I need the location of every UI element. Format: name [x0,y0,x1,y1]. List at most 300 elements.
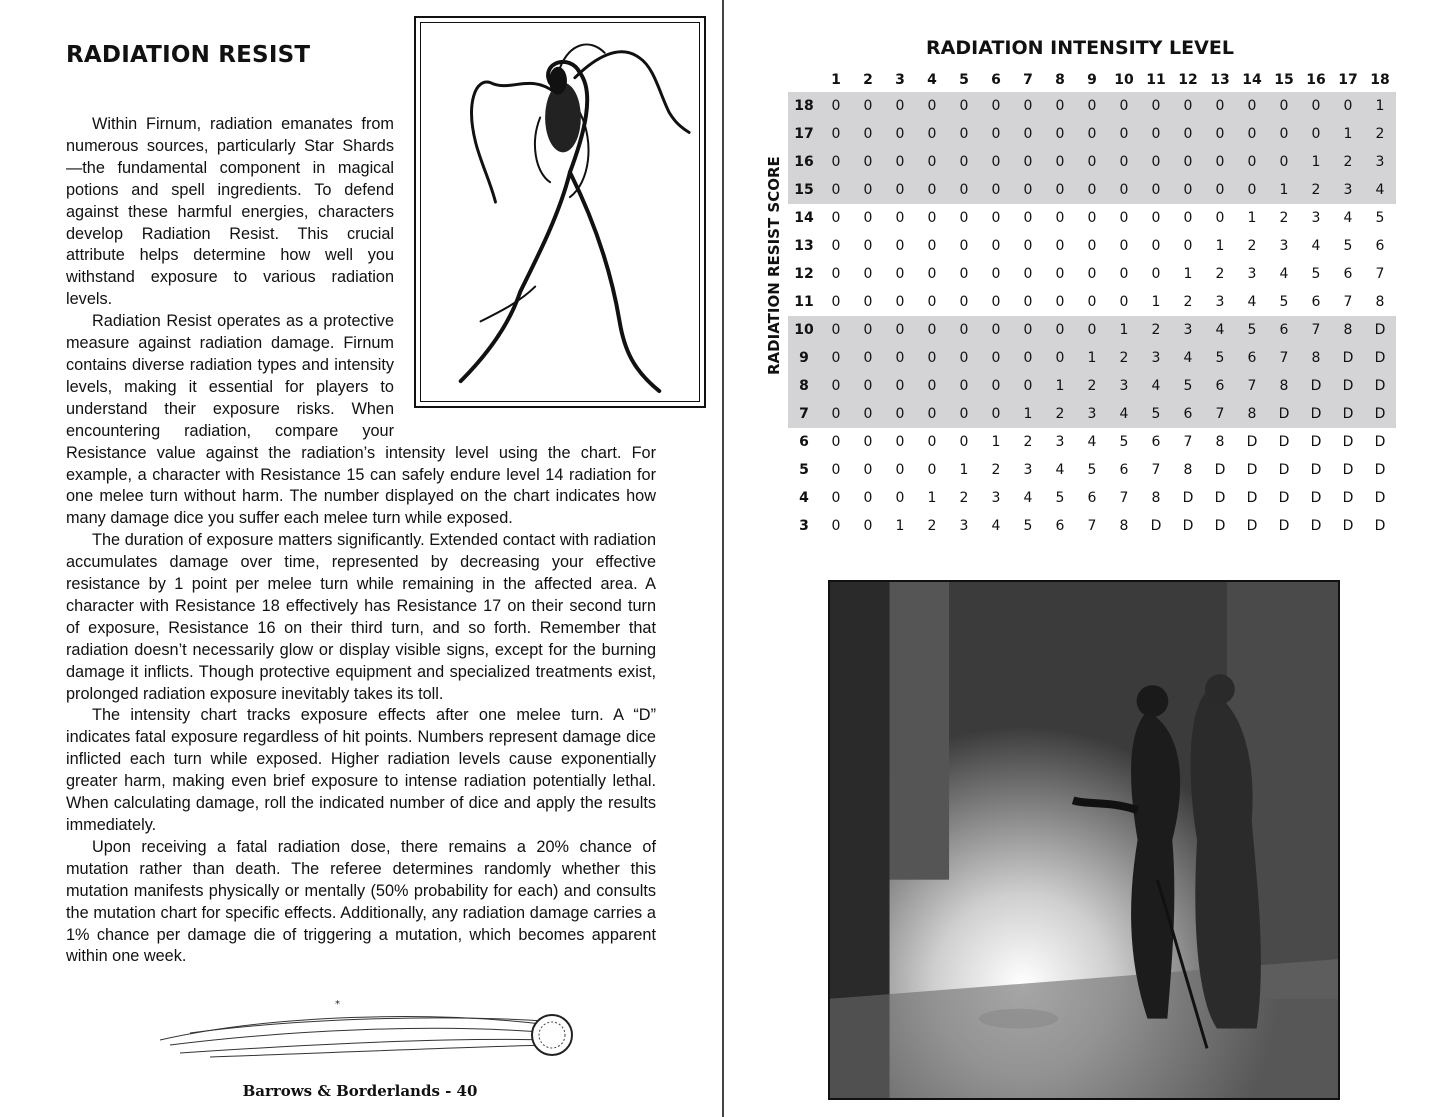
table-cell: D [1300,372,1332,400]
table-cell: 7 [1375,266,1385,282]
table-cell: 8 [1332,316,1364,344]
table-cell: 1 [895,518,905,534]
table-cell: D [1246,518,1258,534]
table-cell: 3 [1108,372,1140,400]
table-cell: 0 [1076,316,1108,344]
table-cell: D [1310,490,1322,506]
table-cell: 0 [820,120,852,148]
table-cell: 0 [1012,148,1044,176]
table-cell: 0 [884,120,916,148]
table-cell: 2 [991,462,1001,478]
table-row [788,232,1396,260]
table-cell: 0 [1119,294,1129,310]
table-cell: 0 [831,238,841,254]
table-cell: 0 [980,344,1012,372]
table-cell: 4 [1055,462,1065,478]
table-cell: 0 [927,462,937,478]
table-cell: 0 [1076,120,1108,148]
table-cell: 1 [1151,294,1161,310]
corner-cell [788,68,820,92]
table-cell: 0 [1140,120,1172,148]
table-cell: 6 [1055,518,1065,534]
table-cell: 0 [820,148,852,176]
table-cell: 3 [1215,294,1225,310]
column-header: 14 [1242,72,1262,88]
table-cell: D [1374,490,1386,506]
paragraph-4: The intensity chart tracks exposure effects after one melee turn. A “D” indicates fatal exposure regardless of hit points. Numbers represent damage dice inflicted each turn while exposed. Higher radiation levels cause exponentially greater harm, making even brief exposure to intense radiation potentially lethal. When calculating damage, roll the indicated number of dice and apply the results immediately. [66,706,656,834]
table-cell: D [1278,462,1290,478]
table-cell: 5 [1172,372,1204,400]
table-cell: D [1332,400,1364,428]
table-cell: 0 [863,490,873,506]
row-header: 17 [788,120,820,148]
table-cell: 0 [884,372,916,400]
table-cell: D [1278,434,1290,450]
table-cell: 6 [1087,490,1097,506]
table-cell: 0 [852,400,884,428]
table-cell: 6 [1151,434,1161,450]
table-cell: 1 [1076,344,1108,372]
table-cell: 0 [831,490,841,506]
table-cell: 7 [1343,294,1353,310]
table-cell: 0 [980,176,1012,204]
table-cell: D [1364,400,1396,428]
table-cell: 6 [1343,266,1353,282]
row-header: 11 [794,294,814,310]
table-cell: 2 [1108,344,1140,372]
table-cell: 0 [1023,266,1033,282]
table-cell: 0 [980,148,1012,176]
table-cell: 0 [1076,176,1108,204]
table-cell: 1 [1247,210,1257,226]
table-cell: 0 [1119,266,1129,282]
table-cell: 4 [1279,266,1289,282]
table-cell: 6 [1311,294,1321,310]
table-cell: 2 [1247,238,1257,254]
column-header: 9 [1087,72,1097,88]
table-cell: 0 [1236,148,1268,176]
table-cell: 4 [1311,238,1321,254]
row-header: 10 [788,316,820,344]
table-cell: 0 [927,266,937,282]
radiation-table-wrap [788,68,1396,540]
table-cell: 0 [1140,176,1172,204]
table-row [788,316,1396,344]
row-header: 18 [788,92,820,120]
table-cell: 0 [895,266,905,282]
table-cell: 6 [1375,238,1385,254]
table-cell: 4 [1140,372,1172,400]
table-cell: 0 [895,238,905,254]
table-cell: 5 [1236,316,1268,344]
table-cell: 0 [1044,148,1076,176]
column-header: 1 [831,72,841,88]
table-cell: 0 [895,462,905,478]
table-cell: 0 [959,294,969,310]
table-cell: 0 [1076,92,1108,120]
table-cell: 6 [1172,400,1204,428]
table-cell: 0 [1119,238,1129,254]
table-cell: 0 [916,316,948,344]
column-header: 5 [959,72,969,88]
table-cell: 0 [1151,238,1161,254]
table-cell: 0 [1300,92,1332,120]
table-cell: D [1182,518,1194,534]
table-cell: 0 [1108,176,1140,204]
table-cell: 8 [1375,294,1385,310]
body-text [66,114,656,968]
illustration-wrap-spacer [394,114,656,430]
table-cell: 0 [948,120,980,148]
table-cell: 0 [884,148,916,176]
page-divider [722,0,724,1117]
paragraph-1: Within Firnum, radiation emanates from numerous sources, particularly Star Shards—the fundamental component in magical potions and spell ingredients. To defend against these harmful energies, characters develop Radiation Resist. This crucial attribute helps determine how well you withstand exposure to various radiation levels. [66,115,394,309]
table-cell: 0 [1023,238,1033,254]
table-cell: 0 [1183,238,1193,254]
table-cell: 0 [1055,266,1065,282]
table-cell: 8 [1236,400,1268,428]
table-cell: 7 [1268,344,1300,372]
table-cell: 0 [820,400,852,428]
table-row [788,260,1396,288]
row-header: 4 [799,490,809,506]
table-cell: 5 [1343,238,1353,254]
table-cell: 3 [1332,176,1364,204]
row-header: 15 [788,176,820,204]
table-cell: 3 [1172,316,1204,344]
table-cell: 0 [916,344,948,372]
table-row [788,512,1396,540]
table-cell: 0 [948,400,980,428]
table-cell: 8 [1183,462,1193,478]
table-cell: 0 [863,266,873,282]
table-cell: 0 [991,210,1001,226]
table-cell: 2 [1044,400,1076,428]
chart-title: RADIATION INTENSITY LEVEL [926,37,1234,59]
table-cell: 1 [927,490,937,506]
table-cell: 0 [1236,92,1268,120]
column-header-row [788,68,1396,92]
table-cell: D [1332,344,1364,372]
row-header: 13 [794,238,814,254]
table-cell: 0 [1300,120,1332,148]
table-cell: 0 [916,148,948,176]
table-cell: 8 [1151,490,1161,506]
table-cell: 0 [852,148,884,176]
table-cell: 4 [1204,316,1236,344]
table-cell: 0 [820,92,852,120]
table-cell: 0 [948,176,980,204]
table-row [788,204,1396,232]
table-cell: 0 [863,518,873,534]
table-cell: 2 [1023,434,1033,450]
table-cell: 0 [831,434,841,450]
table-cell: 0 [1151,266,1161,282]
table-cell: D [1342,462,1354,478]
table-cell: 8 [1300,344,1332,372]
table-cell: 0 [1076,148,1108,176]
table-cell: 0 [1044,316,1076,344]
table-cell: 0 [1023,210,1033,226]
scene-illustration-frame [828,580,1340,1100]
table-cell: D [1374,434,1386,450]
table-cell: 0 [1044,176,1076,204]
table-cell: 2 [959,490,969,506]
table-cell: 1 [1215,238,1225,254]
row-header: 8 [788,372,820,400]
section-heading: RADIATION RESIST [66,42,311,68]
table-cell: 7 [1119,490,1129,506]
table-cell: 0 [1012,316,1044,344]
table-cell: 0 [1332,92,1364,120]
table-row [788,92,1396,120]
table-cell: 0 [884,176,916,204]
table-cell: 0 [1172,176,1204,204]
table-cell: 3 [1055,434,1065,450]
table-cell: 7 [1300,316,1332,344]
column-header: 12 [1178,72,1198,88]
table-cell: 0 [1268,120,1300,148]
table-row [788,400,1396,428]
table-cell: 8 [1215,434,1225,450]
table-cell: D [1342,434,1354,450]
table-cell: 0 [959,238,969,254]
row-header: 3 [799,518,809,534]
table-cell: 0 [980,372,1012,400]
table-cell: 7 [1236,372,1268,400]
table-cell: 7 [1183,434,1193,450]
table-cell: 0 [991,266,1001,282]
table-cell: 4 [1108,400,1140,428]
table-row [788,428,1396,456]
table-row [788,288,1396,316]
y-axis-title: RADIATION RESIST SCORE [765,156,783,375]
table-row [788,456,1396,484]
paragraph-5: Upon receiving a fatal radiation dose, there remains a 20% chance of mutation rather than death. The referee determines randomly whether this mutation manifests physically or mentally (50% probability for each) and consults the mutation chart for specific effects. Additionally, any radiation damage carries a 1% chance per damage die of triggering a mutation, which becomes apparent within one week. [66,837,656,966]
table-cell: 0 [1012,176,1044,204]
table-cell: 1 [1044,372,1076,400]
table-cell: 4 [1023,490,1033,506]
table-cell: 0 [863,462,873,478]
table-cell: D [1214,462,1226,478]
table-cell: 0 [852,344,884,372]
column-header: 15 [1274,72,1294,88]
table-cell: 0 [884,344,916,372]
table-cell: 0 [980,400,1012,428]
table-cell: 0 [863,238,873,254]
table-cell: D [1278,490,1290,506]
table-cell: 3 [991,490,1001,506]
column-header: 4 [927,72,937,88]
table-cell: 7 [1087,518,1097,534]
table-cell: 0 [1087,266,1097,282]
table-cell: 0 [831,294,841,310]
column-header: 17 [1338,72,1358,88]
column-header: 16 [1306,72,1326,88]
table-cell: D [1310,434,1322,450]
table-row [788,372,1396,400]
table-cell: 0 [1044,344,1076,372]
table-cell: 6 [1268,316,1300,344]
table-cell: 0 [927,238,937,254]
table-cell: 0 [1151,210,1161,226]
table-cell: 0 [948,148,980,176]
table-cell: 0 [1140,92,1172,120]
table-cell: 2 [1300,176,1332,204]
table-cell: 5 [1375,210,1385,226]
table-cell: D [1332,372,1364,400]
table-cell: 0 [948,344,980,372]
table-cell: 0 [1012,344,1044,372]
table-cell: 0 [991,294,1001,310]
table-cell: 0 [820,316,852,344]
table-cell: 0 [959,210,969,226]
table-cell: D [1364,344,1396,372]
table-cell: 3 [1023,462,1033,478]
table-cell: 2 [1140,316,1172,344]
table-cell: 0 [1087,294,1097,310]
table-cell: 0 [1055,294,1065,310]
table-cell: 4 [1343,210,1353,226]
table-cell: 0 [895,294,905,310]
table-cell: 3 [1364,148,1396,176]
table-cell: D [1310,518,1322,534]
table-cell: 0 [852,176,884,204]
table-cell: 2 [1215,266,1225,282]
row-header: 14 [794,210,814,226]
table-cell: 7 [1204,400,1236,428]
table-row [788,484,1396,512]
table-cell: 8 [1268,372,1300,400]
table-cell: 2 [927,518,937,534]
table-row [788,176,1396,204]
table-cell: 0 [1044,120,1076,148]
table-cell: 0 [916,400,948,428]
table-cell: 3 [1140,344,1172,372]
table-cell: 4 [1172,344,1204,372]
table-cell: D [1268,400,1300,428]
table-cell: 7 [1151,462,1161,478]
table-cell: 5 [1311,266,1321,282]
table-cell: 0 [916,120,948,148]
table-cell: 6 [1204,372,1236,400]
table-cell: 0 [991,238,1001,254]
table-cell: D [1364,316,1396,344]
table-cell: 0 [980,92,1012,120]
table-cell: D [1342,490,1354,506]
table-cell: D [1246,462,1258,478]
table-cell: 0 [863,210,873,226]
table-cell: 0 [895,210,905,226]
row-header: 6 [799,434,809,450]
table-cell: 0 [1108,92,1140,120]
table-cell: 0 [927,434,937,450]
table-cell: 3 [1076,400,1108,428]
table-cell: 5 [1055,490,1065,506]
table-cell: 0 [1236,120,1268,148]
table-cell: 0 [884,316,916,344]
table-cell: 4 [991,518,1001,534]
table-cell: 1 [1108,316,1140,344]
column-header: 11 [1146,72,1166,88]
table-cell: 0 [1183,210,1193,226]
table-cell: 0 [959,434,969,450]
table-cell: 0 [863,294,873,310]
table-cell: 0 [980,316,1012,344]
table-cell: 0 [948,316,980,344]
table-cell: 0 [1172,92,1204,120]
table-cell: 0 [1204,120,1236,148]
table-cell: 0 [852,372,884,400]
paragraph-3: The duration of exposure matters significantly. Extended contact with radiation accumulates damage over time, represented by decreasing your effective resistance by 1 point per melee turn while remaining in the affected area. A character with Resistance 18 effectively has Resistance 17 on their second turn of exposure, Resistance 16 on their third turn, and so forth. Remember that radiation doesn’t necessarily glow or display visible signs, except for the burning damage it inflicts. Though protective equipment and specialized treatments exist, prolonged radiation exposure inevitably takes its toll. [66,531,656,703]
table-cell: 0 [1172,120,1204,148]
table-cell: 1 [1332,120,1364,148]
row-header: 5 [799,462,809,478]
knight-monk-scene-illustration [830,582,1338,1098]
table-cell: 5 [1279,294,1289,310]
table-cell: 2 [1076,372,1108,400]
table-cell: 0 [820,372,852,400]
table-cell: 0 [895,434,905,450]
table-cell: 4 [1087,434,1097,450]
table-cell: 0 [1268,148,1300,176]
table-cell: 6 [1236,344,1268,372]
table-cell: 0 [980,120,1012,148]
table-cell: 0 [1012,92,1044,120]
table-cell: 2 [1364,120,1396,148]
table-cell: 0 [1023,294,1033,310]
table-cell: 5 [1023,518,1033,534]
table-cell: D [1278,518,1290,534]
table-cell: 0 [1012,120,1044,148]
column-header: 8 [1055,72,1065,88]
table-cell: D [1246,434,1258,450]
table-cell: D [1246,490,1258,506]
column-header: 6 [991,72,1001,88]
table-cell: 0 [916,176,948,204]
table-cell: 3 [1247,266,1257,282]
table-cell: 0 [927,294,937,310]
table-cell: D [1150,518,1162,534]
page-footer: Barrows & Borderlands - 40 [242,1082,478,1100]
table-cell: 1 [991,434,1001,450]
table-cell: 0 [1204,92,1236,120]
table-cell: 1 [1012,400,1044,428]
column-header: 2 [863,72,873,88]
table-cell: D [1374,518,1386,534]
table-cell: D [1214,518,1226,534]
table-cell: 0 [884,400,916,428]
table-cell: 0 [1087,210,1097,226]
table-cell: 6 [1119,462,1129,478]
table-cell: 5 [1087,462,1097,478]
table-cell: 0 [1236,176,1268,204]
table-cell: 1 [1268,176,1300,204]
table-cell: 0 [831,462,841,478]
table-cell: 0 [1108,120,1140,148]
table-cell: 3 [1311,210,1321,226]
row-header: 12 [794,266,814,282]
table-cell: 0 [1140,148,1172,176]
table-cell: 0 [1012,372,1044,400]
table-cell: 0 [959,266,969,282]
table-cell: 0 [1119,210,1129,226]
table-cell: 4 [1247,294,1257,310]
table-row [788,148,1396,176]
table-cell: D [1374,462,1386,478]
table-cell: D [1182,490,1194,506]
table-cell: 0 [820,176,852,204]
